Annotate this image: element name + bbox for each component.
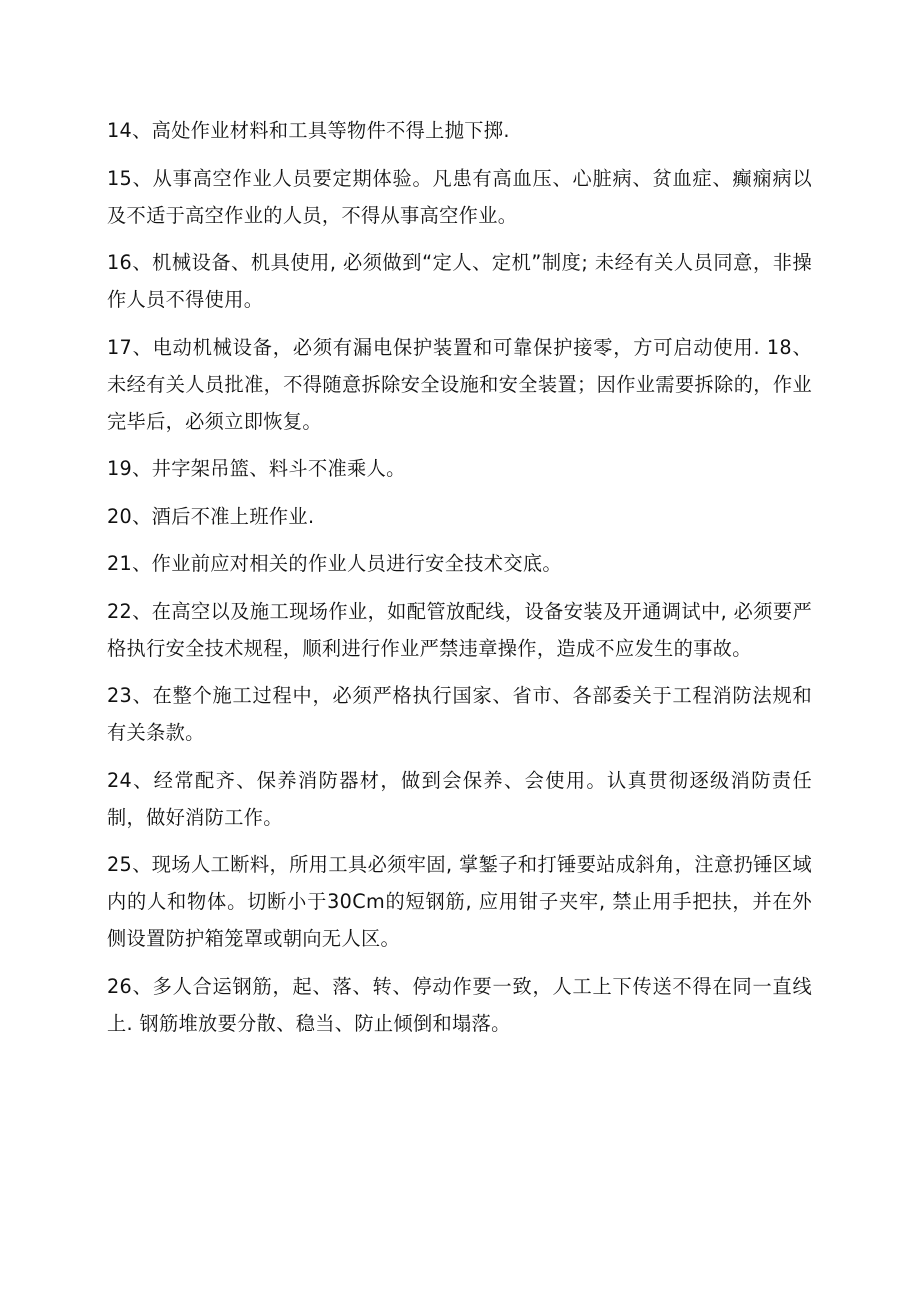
- rule-item-26: 26、多人合运钢筋，起、落、转、停动作要一致，人工上下传送不得在同一直线上. 钢筋堆放要分散、稳当、防止倾倒和塌落。: [107, 974, 812, 1035]
- rule-item-19: 19、井字架吊篮、料斗不准乘人。: [107, 457, 406, 480]
- rule-item-23: 23、在整个施工过程中，必须严格执行国家、省市、各部委关于工程消防法规和有关条款。: [107, 684, 812, 744]
- rule-item-21: 21、作业前应对相关的作业人员进行安全技术交底。: [107, 552, 562, 575]
- rule-item-25: 25、现场人工断料，所用工具必须牢固, 掌錾子和打锤要站成斜角，注意扔锤区域内的人和物体。切断小于30Cm的短钢筋, 应用钳子夹牢, 禁止用手把扶，并在外侧设置防护箱笼罩或朝向无人区。: [107, 853, 812, 950]
- rule-item-17-18: 17、电动机械设备，必须有漏电保护装置和可靠保护接零，方可启动使用. 18、未经有关人员批准，不得随意拆除安全设施和安全装置；因作业需要拆除的，作业完毕后，必须立即恢复。: [107, 335, 812, 433]
- rule-item-16: 16、机械设备、机具使用, 必须做到“定人、定机”制度; 未经有关人员同意，非操作人员不得使用。: [107, 251, 812, 311]
- rule-item-22: 22、在高空以及施工现场作业，如配管放配线，设备安装及开通调试中, 必须要严格执行安全技术规程，顺利进行作业严禁违章操作，造成不应发生的事故。: [107, 599, 812, 660]
- rule-item-20: 20、酒后不准上班作业.: [107, 504, 315, 528]
- rule-item-14: 14、高处作业材料和工具等物件不得上抛下掷.: [107, 119, 510, 142]
- rule-item-24: 24、经常配齐、保养消防器材，做到会保养、会使用。认真贯彻逐级消防责任制，做好消防工作。: [107, 768, 812, 829]
- document-body: [107, 112, 812, 1052]
- rule-item-15: 15、从事高空作业人员要定期体验。凡患有高血压、心脏病、贫血症、癫痫病以及不适于高空作业的人员，不得从事高空作业。: [107, 166, 812, 227]
